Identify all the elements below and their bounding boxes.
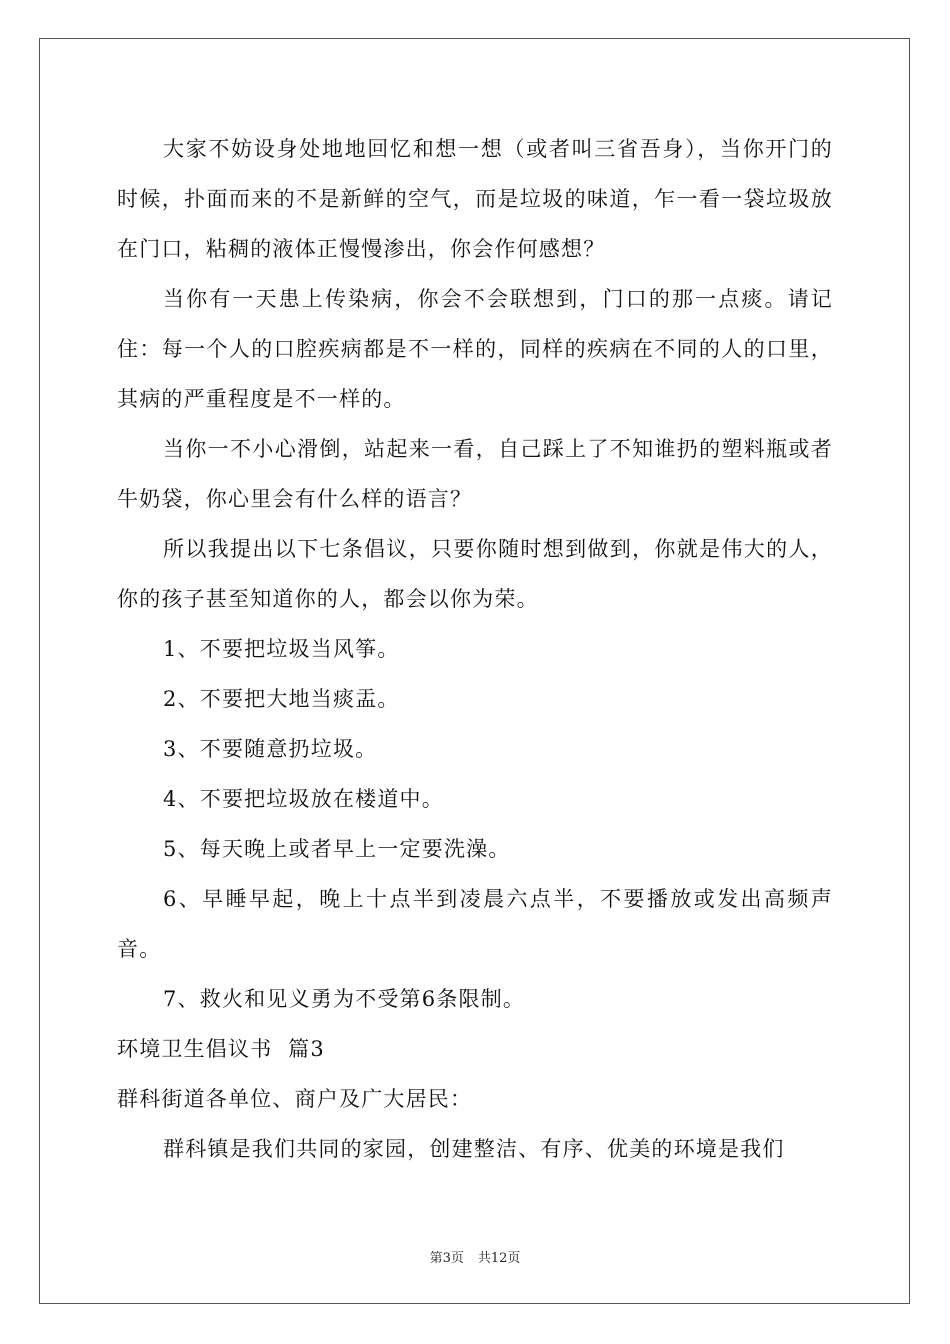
document-body: [117, 124, 833, 1174]
list-item-3: 3、不要随意扔垃圾。: [163, 737, 378, 761]
list-item-1: 1、不要把垃圾当风筝。: [163, 637, 400, 661]
list-item-7: 7、救火和见义勇为不受第6条限制。: [163, 987, 526, 1011]
salutation: 群科街道各单位、商户及广大居民：: [117, 1087, 473, 1111]
list-item-2: 2、不要把大地当痰盂。: [163, 687, 400, 711]
page-total: 共12页: [477, 1251, 521, 1266]
list-item-5: 5、每天晚上或者早上一定要洗澡。: [163, 837, 511, 861]
paragraph-1: 大家不妨设身处地地回忆和想一想（或者叫三省吾身），当你开门的时候，扑面而来的不是新鲜的空气，而是垃圾的味道，乍一看一袋垃圾放在门口，粘稠的液体正慢慢渗出，你会作何感想？: [117, 137, 833, 261]
paragraph-2: 当你有一天患上传染病，你会不会联想到，门口的那一点痰。请记住：每一个人的口腔疾病都是不一样的，同样的疾病在不同的人的口里，其病的严重程度是不一样的。: [117, 287, 833, 411]
section-heading: 环境卫生倡议书 篇3: [117, 1037, 325, 1061]
paragraph-4: 所以我提出以下七条倡议，只要你随时想到做到，你就是伟大的人，你的孩子甚至知道你的人，都会以你为荣。: [117, 537, 833, 611]
list-item-6: 6、早睡早起，晚上十点半到凌晨六点半，不要播放或发出高频声音。: [117, 887, 833, 961]
closing-paragraph: 群科镇是我们共同的家园，创建整洁、有序、优美的环境是我们: [163, 1137, 785, 1161]
paragraph-3: 当你一不小心滑倒，站起来一看，自己踩上了不知谁扔的塑料瓶或者牛奶袋，你心里会有什么样的语言？: [117, 437, 833, 511]
page-footer: [0, 1247, 950, 1266]
list-item-4: 4、不要把垃圾放在楼道中。: [163, 787, 444, 811]
page-number: 第3页: [429, 1251, 464, 1266]
